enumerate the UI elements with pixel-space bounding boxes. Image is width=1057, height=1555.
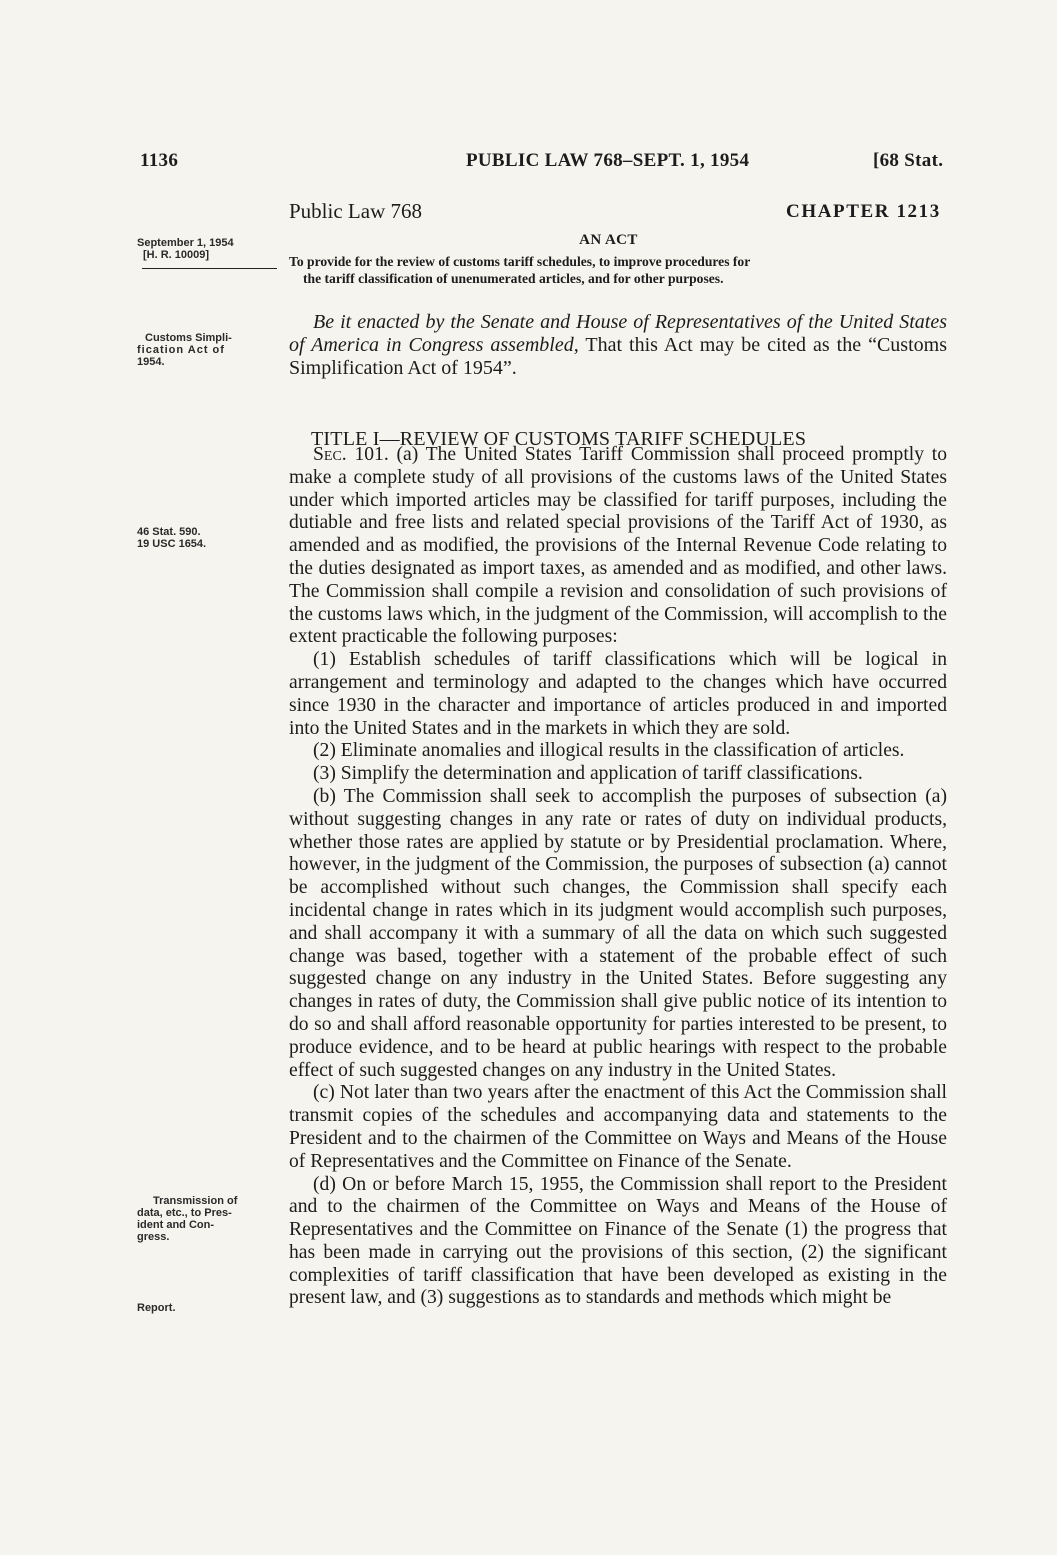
report-note: Report.	[137, 1302, 176, 1314]
transmission-line-4: gress.	[137, 1231, 170, 1243]
chapter-label: CHAPTER 1213	[786, 201, 941, 222]
paragraph-3: (3) Simplify the determination and application of tariff classifications.	[313, 763, 863, 785]
title-i-heading: TITLE I—REVIEW OF CUSTOMS TARIFF SCHEDULES	[311, 428, 807, 450]
paragraph-1: (1) Establish schedules of tariff classifications which will be logical in arrangement and terminology and adapted to the changes which have occurred since 1930 in the character and importance of articles produced in and imported into the United States and in the markets in which they are sold.	[289, 649, 947, 739]
margin-note-short-title	[137, 332, 267, 368]
citation-line-2: 19 USC 1654.	[137, 538, 207, 550]
short-title-line-3: 1954.	[137, 356, 165, 368]
margin-note-report	[137, 1302, 267, 1314]
short-title-clause: That this Act may be cited as the “Customs Simplification Act of 1954”.	[289, 334, 947, 379]
date-line: September 1, 1954	[137, 237, 234, 249]
subsection-c: (c) Not later than two years after the enactment of this Act the Commission shall transmit copies of the schedules and accompanying data and statements to the President and to the chairmen of the Committee on Ways and Means of the House of Representatives and the Committee on Finance of the Senate.	[289, 1082, 947, 1172]
enacting-clause	[289, 311, 947, 380]
short-title-line-2: fication Act of	[137, 344, 225, 356]
subsection-a-text: 101. (a) The United States Tariff Commission shall proceed promptly to make a complete study of all provisions of the customs laws of the United States under which imported articles may be classified for tariff purposes, including the dutiable and free lists and related special provisions of the Tariff Act of 1930, as amended and as modified, the provisions of the Internal Revenue Code relating to the duties designated as import taxes, as amended and as modified, and other laws. The Commission shall compile a revision and consolidation of such provisions of the customs laws which, in the judgment of the Commission, will accomplish to the extent practicable the following purposes:	[289, 444, 947, 648]
public-law-label: Public Law 768	[289, 199, 422, 223]
subsection-a	[289, 444, 947, 649]
act-purpose	[289, 253, 949, 287]
section-101	[289, 444, 947, 1310]
margin-note-transmission	[137, 1195, 267, 1243]
margin-note-citation	[137, 526, 267, 550]
margin-divider	[142, 268, 277, 269]
paragraph-2: (2) Eliminate anomalies and illogical results in the classification of articles.	[313, 740, 905, 762]
subsection-b: (b) The Commission shall seek to accomplish the purposes of subsection (a) without suggesting changes in any rate or rates of duty on individual products, whether those rates are applied by statute or by Presidential proclamation. Where, however, in the judgment of the Commission, the purposes of subsection (a) cannot be accomplished without such changes, the Commission shall specify each incidental change in rates which in its judgment would accomplish such purposes, and shall accompany it with a summary of all the data on which such suggested change was based, together with a statement of the probable effect of such suggested change on any industry in the United States. Before suggesting any changes in rates of duty, the Commission shall give public notice of its intention to do so and shall afford reasonable opportunity for parties interested to be present, to produce evidence, and to be heard at public hearings with respect to the probable effect of such suggested changes on any industry in the United States.	[289, 785, 947, 1081]
transmission-line-3: ident and Con-	[137, 1219, 214, 1231]
short-title-line-1: Customs Simpli-	[145, 332, 232, 344]
transmission-line-2: data, etc., to Pres-	[137, 1207, 232, 1219]
purpose-line-1: To provide for the review of customs tariff schedules, to improve procedures for	[289, 254, 751, 269]
section-label: Sec.	[313, 444, 347, 465]
running-title: PUBLIC LAW 768–SEPT. 1, 1954	[466, 150, 750, 171]
purpose-line-2: the tariff classification of unenumerated articles, and for other purposes.	[303, 271, 724, 286]
page-number: 1136	[140, 150, 179, 171]
transmission-line-1: Transmission of	[153, 1195, 238, 1207]
volume-reference: [68 Stat.	[873, 150, 944, 171]
subsection-d: (d) On or before March 15, 1955, the Commission shall report to the President and to the chairmen of the Committee on Ways and Means of the House of Representatives and the Committee on Finance of the Senate (1) the progress that has been made in carrying out the provisions of this section, (2) the significant complexities of tariff classification that have been developed as existing in the present law, and (3) suggestions as to standards and methods which might be	[289, 1173, 947, 1309]
bill-number: [H. R. 10009]	[143, 249, 210, 261]
an-act-heading: AN ACT	[579, 232, 638, 248]
enacting-formula: Be it enacted by the Senate and House of Representatives of the United States of America in Congress assembled,	[289, 311, 947, 356]
margin-note-date	[137, 237, 267, 261]
citation-line-1: 46 Stat. 590.	[137, 526, 201, 538]
